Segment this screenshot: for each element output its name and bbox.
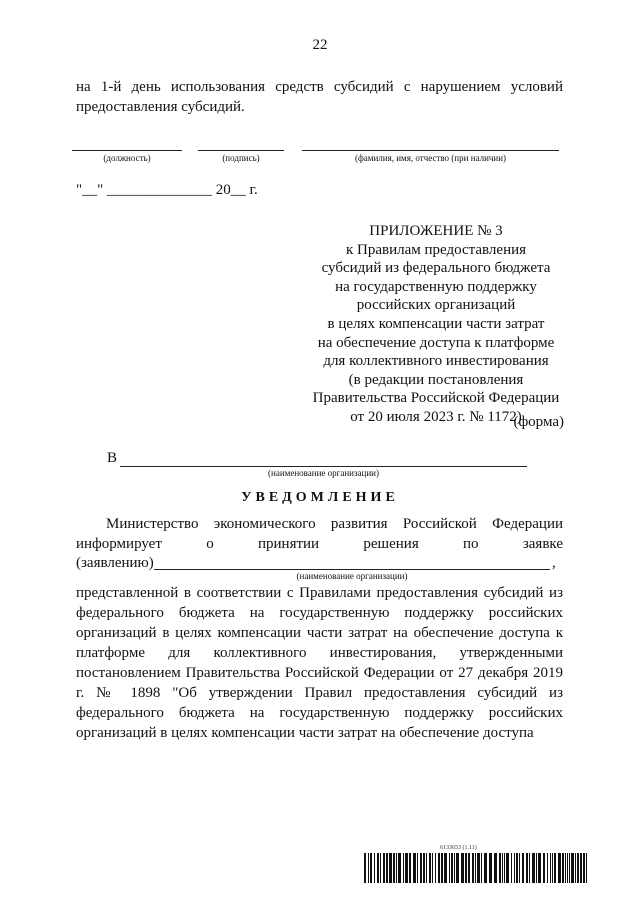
barcode-bar: [370, 853, 372, 883]
barcode-bar: [526, 853, 528, 883]
barcode-bar: [529, 853, 530, 883]
barcode-bar: [374, 853, 375, 883]
barcode-bar: [506, 853, 509, 883]
application-label: (заявлению): [76, 555, 154, 571]
notice-line-1: Министерство экономического развития Российской Федерации: [106, 516, 563, 532]
barcode-bar: [377, 853, 379, 883]
barcode-bar: [420, 853, 422, 883]
barcode-bar: [519, 853, 520, 883]
barcode-bar: [380, 853, 381, 883]
barcode-bar: [405, 853, 408, 883]
barcode-code: 6133653 (1.11): [440, 845, 477, 851]
appendix-line: (в редакции постановления: [348, 371, 524, 388]
position-signature-line: [72, 150, 182, 151]
barcode-bar: [441, 853, 443, 883]
barcode-bar: [444, 853, 447, 883]
barcode-bar: [456, 853, 459, 883]
intro-paragraph: на 1-й день использования средств субсидий с нарушением условий предоставления субсидий.: [76, 79, 563, 115]
recipient-line: [120, 466, 527, 467]
barcode-bar: [536, 853, 537, 883]
barcode-bar: [435, 853, 436, 883]
barcode-bar: [580, 853, 582, 883]
barcode-bar: [449, 853, 450, 883]
barcode-bar: [552, 853, 553, 883]
barcode-bar: [386, 853, 388, 883]
date-line: "__" ______________ 20__ г.: [76, 182, 258, 198]
barcode-bar: [565, 853, 566, 883]
barcode-bar: [393, 853, 395, 883]
barcode-bar: [502, 853, 503, 883]
barcode-bar: [432, 853, 433, 883]
barcode-icon: [364, 853, 589, 883]
barcode-bar: [383, 853, 385, 883]
signature-caption: (подпись): [222, 153, 260, 163]
barcode-bar: [465, 853, 467, 883]
barcode-bar: [364, 853, 366, 883]
barcode-bar: [429, 853, 431, 883]
barcode-bar: [368, 853, 369, 883]
barcode-bar: [569, 853, 570, 883]
barcode-bar: [511, 853, 512, 883]
barcode-bar: [562, 853, 564, 883]
barcode-bar: [454, 853, 455, 883]
barcode-bar: [423, 853, 425, 883]
barcode-bar: [538, 853, 541, 883]
barcode-bar: [484, 853, 487, 883]
appendix-line: к Правилам предоставления: [345, 241, 527, 258]
signature-line: [198, 150, 284, 151]
barcode-bar: [461, 853, 464, 883]
barcode-bar: [438, 853, 440, 883]
name-signature-line: [302, 150, 559, 151]
barcode-bar: [554, 853, 556, 883]
appendix-header: [290, 222, 582, 427]
barcode-bar: [389, 853, 392, 883]
notice-line-2: информирует о принятии решения по заявке: [76, 536, 563, 552]
notice-title: УВЕДОМЛЕНИЕ: [241, 490, 399, 505]
barcode-bar: [481, 853, 482, 883]
barcode-bar: [409, 853, 411, 883]
barcode-bar: [586, 853, 587, 883]
recipient-caption: (наименование организации): [268, 468, 379, 478]
barcode-bar: [472, 853, 474, 883]
barcode-bar: [571, 853, 574, 883]
barcode-bar: [504, 853, 505, 883]
appendix-line: от 20 июля 2023 г. № 1172): [350, 408, 522, 425]
appendix-title: ПРИЛОЖЕНИЕ № 3: [369, 223, 503, 239]
barcode-bar: [499, 853, 501, 883]
barcode-bar: [396, 853, 397, 883]
appendix-line: субсидий из федерального бюджета: [321, 260, 551, 277]
barcode-bar: [494, 853, 497, 883]
barcode-bar: [543, 853, 545, 883]
barcode-bar: [514, 853, 515, 883]
organization-line: [154, 569, 550, 570]
barcode-bar: [468, 853, 470, 883]
page-number: 22: [312, 37, 328, 53]
recipient-label: В: [107, 450, 118, 466]
form-label: (форма): [513, 414, 564, 430]
barcode-bar: [413, 853, 416, 883]
barcode-bar: [575, 853, 576, 883]
barcode-bar: [522, 853, 524, 883]
barcode-bar: [403, 853, 404, 883]
barcode-bar: [489, 853, 492, 883]
appendix-line: для коллективного инвестирования: [323, 353, 549, 370]
barcode-bar: [417, 853, 418, 883]
barcode-bar: [577, 853, 579, 883]
barcode-bar: [475, 853, 476, 883]
appendix-line: на государственную поддержку: [335, 278, 537, 295]
barcode-bar: [583, 853, 585, 883]
barcode-bar: [547, 853, 548, 883]
barcode-bar: [451, 853, 453, 883]
appendix-line: на обеспечение доступа к платформе: [317, 334, 555, 351]
appendix-line: российских организаций: [356, 297, 516, 314]
barcode-bar: [477, 853, 480, 883]
barcode-bar: [558, 853, 561, 883]
appendix-line: Правительства Российской Федерации: [312, 390, 560, 407]
barcode-bar: [550, 853, 551, 883]
appendix-line: в целях компенсации части затрат: [327, 315, 545, 332]
barcode-bar: [426, 853, 427, 883]
application-comma: ,: [552, 555, 556, 571]
notice-body: представленной в соответствии с Правилами предоставления субсидий из федерального бюджета на государственную поддержку российских организаций в целях компенсации части затрат на обеспечение доступа к платформе для коллективного инвестирования, утвержденными постановлением Правительства Российской Федерации от 27 декабря 2019 г. № 1898 "Об утверждении Правил предоставления субсидий из федерального бюджета на государственную поддержку российских организаций в целях компенсации части затрат на обеспечение доступа: [76, 585, 563, 741]
name-caption: (фамилия, имя, отчество (при наличии): [354, 153, 507, 163]
barcode-bar: [398, 853, 401, 883]
barcode-bar: [532, 853, 535, 883]
barcode-bar: [567, 853, 568, 883]
organization-caption: (наименование организации): [296, 571, 408, 581]
position-caption: (должность): [103, 153, 151, 163]
barcode-bar: [516, 853, 518, 883]
